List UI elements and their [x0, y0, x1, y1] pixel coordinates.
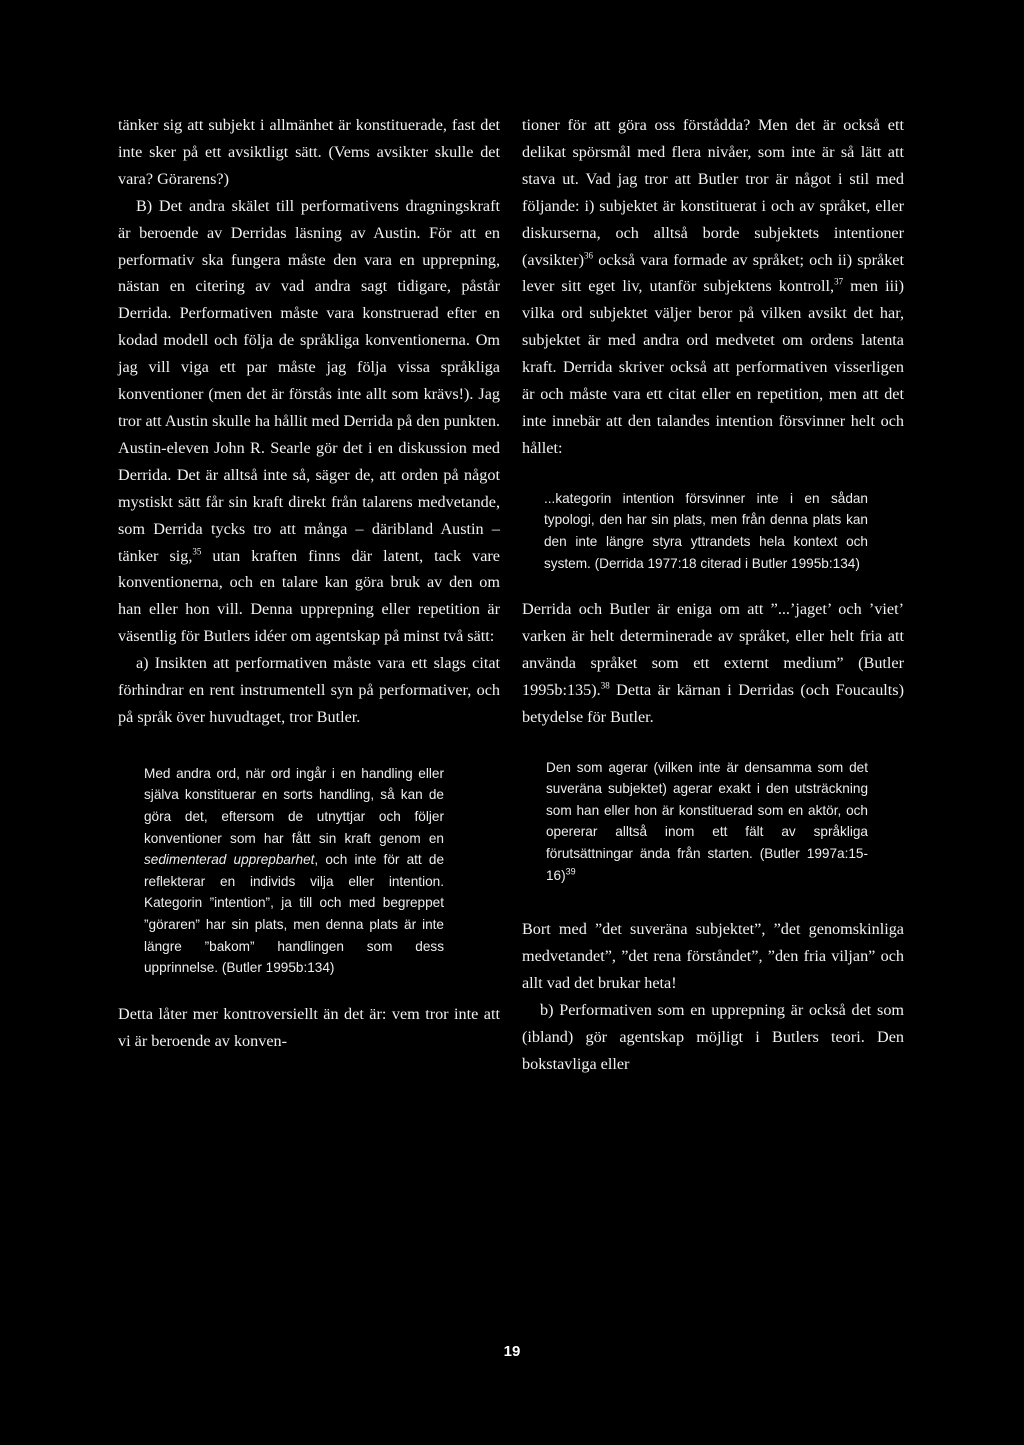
- paragraph-text: också vara formade av språket; och ii) språket lever sitt eget liv, utanför subjektens kontroll,: [522, 250, 904, 296]
- paragraph-text: B) Det andra skälet till performativens dragningskraft är beroende av Derridas läsning av Austin. För att en performativ ska fungera måste den vara en upprepning, nästan en citering av vad andra sagt tidigare, påstår Derrida. Performativen måste vara konstruerad efter en kodad modell och följa de språkliga konventionerna. Om jag vill viga ett par måste jag följa vissa språkliga konventioner (men det är förstås inte allt som krävs!). Jag tror att Austin skulle ha hållit med Derrida på den punkten. Austin-eleven John R. Searle gör det i en diskussion med Derrida. Det är alltså inte så, säger de, att orden på något mystiskt sätt får sin kraft direkt från talarens medvetande, som Derrida tycks tro att många – däribland Austin – tänker sig,: [118, 196, 500, 565]
- footnote-ref: 39: [565, 866, 576, 877]
- paragraph: Detta låter mer kontroversiellt än det är: vem tror inte att vi är beroende av konven-: [118, 1004, 500, 1050]
- quote-text: , och inte för att de reflekterar en individs vilja eller intention. Kategorin ”intention”, ja till och med begreppet ”göraren” har sin plats, men denna plats är inte längre ”bakom” handlingen som dess upprinnelse. (Butler 1995b:134): [144, 852, 445, 976]
- block-quote: ...kategorin intention försvinner inte i en sådan typologi, den har sin plats, men från denna plats kan den inte längre styra yttrandets hela kontext och system. (Derrida 1977:18 citerad i Butler 1995b:134): [544, 490, 868, 571]
- footnote-ref: 35: [192, 546, 202, 557]
- paragraph: a) Insikten att performativen måste vara ett slags citat förhindrar en rent instrumentell syn på performativer, och på språk över huvudtaget, tror Butler.: [118, 654, 500, 726]
- paragraph-text: Detta är kärnan i Derridas (och Foucaults) betydelse för Butler.: [522, 680, 904, 726]
- left-column: [118, 112, 500, 1055]
- footnote-ref: 36: [584, 250, 594, 261]
- quote-text: Med andra ord, när ord ingår i en handling eller själva konstituerar en sorts handling, så kan de göra det, eftersom de utnyttjar och följer konventioner som har fått sin kraft genom en: [144, 765, 444, 846]
- paragraph: [522, 112, 904, 462]
- paragraph-text: men iii) vilka ord subjektet väljer beror på vilken avsikt det har, subjektet är med andra ord medvetet om ordens latenta kraft. Derrida skriver också att performativen visserligen är och måste vara ett citat eller en repetition, men att det inte innebär att den talandes intention försvinner helt och hållet:: [522, 277, 904, 457]
- right-column: [522, 112, 904, 1078]
- quote-text: Den som agerar (vilken inte är densamma som det suveräna subjektet) agerar exakt i den utsträckning som han eller hon är konstituerad som en aktör, och opererar alltså inom ett fält av språkliga förutsättningar ända från starten. (Butler 1997a:15-16): [546, 759, 868, 883]
- quote-emphasis: sedimenterad upprepbarhet: [144, 852, 315, 868]
- paragraph: Bort med ”det suveräna subjektet”, ”det genomskinliga medvetandet”, ”det rena förståndet”, ”den fria viljan” och allt vad det brukar heta!: [522, 920, 904, 993]
- paragraph-text: utan kraften finns där latent, tack vare konventionerna, och en talare kan göra bruk av den om han eller hon vill. Denna upprepning eller repetition är väsentlig för Butlers idéer om agentskap på minst två sätt:: [118, 546, 500, 646]
- paragraph: tänker sig att subjekt i allmänhet är konstituerade, fast det inte sker på ett avsiktligt sätt. (Vems avsikter skulle det vara? Görarens?): [118, 116, 500, 188]
- paragraph: [522, 596, 904, 731]
- block-quote: [144, 763, 444, 979]
- footnote-ref: 38: [600, 680, 610, 691]
- paragraph-text: tioner för att göra oss förstådda? Men det är också ett delikat spörsmål med flera nivåer, som inte är så lätt att stava ut. Vad jag tror att Butler tror är något i stil med följande: i) subjektet är konstituerat i och av språket, eller diskurserna, och alltså borde subjektets intentioner (avsikter): [522, 116, 904, 269]
- footnote-ref: 37: [834, 277, 844, 288]
- paragraph: [118, 193, 500, 650]
- paragraph-text: Derrida och Butler är eniga om att ”...’jaget’ och ’viet’ varken är helt determinerade av språket, eller helt fria att använda språket som ett externt medium” (Butler 1995b:135).: [522, 600, 904, 699]
- block-quote: [546, 757, 868, 887]
- page-number: 19: [503, 1343, 521, 1360]
- paragraph: b) Performativen som en upprepning är också det som (ibland) gör agentskap möjligt i Butlers teori. Den bokstavliga eller: [522, 1000, 904, 1073]
